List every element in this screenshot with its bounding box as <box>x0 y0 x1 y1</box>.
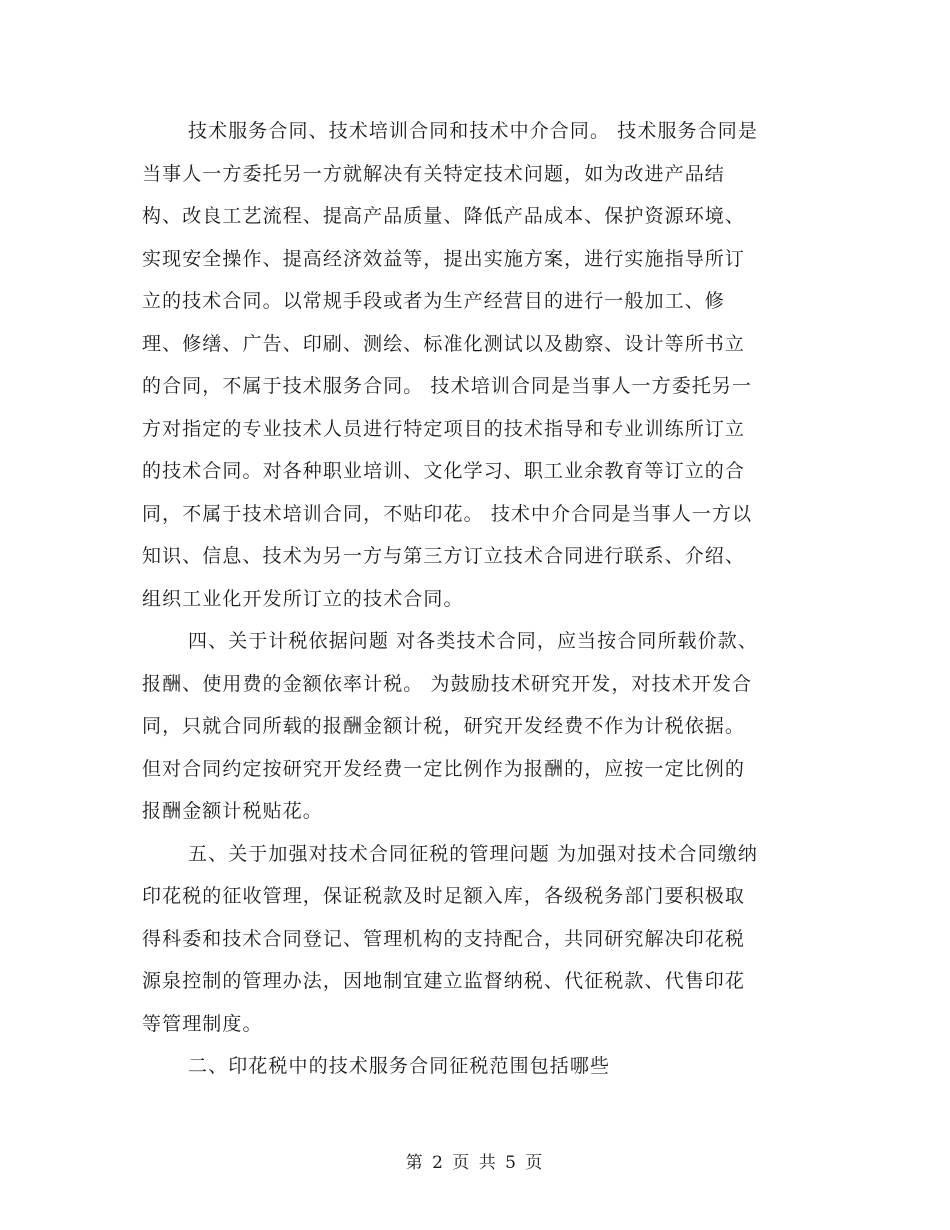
document-body <box>142 110 814 1088</box>
text-line: 实现安全操作、提高经济效益等，提出实施方案，进行实施指导所订 <box>142 247 746 270</box>
text-line: 五、关于加强对技术合同征税的管理问题 为加强对技术合同缴纳 <box>188 842 758 865</box>
text-line: 构、改良工艺流程、提高产品质量、降低产品成本、保护资源环境、 <box>142 205 746 227</box>
text-line: 等管理制度。 <box>142 1012 263 1035</box>
text-line: 报酬、使用费的金额依率计税。 为鼓励技术研究开发，对技术开发合 <box>142 672 753 695</box>
text-line: 的技术合同。对各种职业培训、文化学习、职工业余教育等订立的合 <box>142 460 746 482</box>
text-line: 当事人一方委托另一方就解决有关特定技术问题，如为改进产品结 <box>142 162 725 185</box>
text-line: 得科委和技术合同登记、管理机构的支持配合，共同研究解决印花税 <box>142 927 746 950</box>
text-line: 方对指定的专业技术人员进行特定项目的技术指导和专业训练所订立 <box>142 417 746 440</box>
text-line: 四、关于计税依据问题 对各类技术合同，应当按合同所载价款、 <box>188 630 758 652</box>
text-line: 但对合同约定按研究开发经费一定比例作为报酬的，应按一定比例的 <box>142 757 746 780</box>
text-line: 理、修缮、广告、印刷、测绘、标准化测试以及勘察、设计等所书立 <box>142 332 746 355</box>
text-line: 组织工业化开发所订立的技术合同。 <box>142 587 464 610</box>
text-line: 技术服务合同、技术培训合同和技术中介合同。 技术服务合同是 <box>188 120 758 142</box>
text-line: 报酬金额计税贴花。 <box>142 800 323 822</box>
text-line: 同，只就合同所载的报酬金额计税，研究开发经费不作为计税依据。 <box>142 715 746 737</box>
page-number: 第 2 页 共 5 页 <box>405 1153 545 1173</box>
text-line: 的合同，不属于技术服务合同。 技术培训合同是当事人一方委托另一 <box>142 375 753 397</box>
text-line: 二、印花税中的技术服务合同征税范围包括哪些 <box>188 1055 611 1077</box>
text-line: 知识、信息、技术为另一方与第三方订立技术合同进行联系、介绍、 <box>142 545 746 567</box>
text-line: 同，不属于技术培训合同，不贴印花。 技术中介合同是当事人一方以 <box>142 502 753 525</box>
text-line: 源泉控制的管理办法，因地制宜建立监督纳税、代征税款、代售印花 <box>142 970 746 992</box>
text-line: 印花税的征收管理，保证税款及时足额入库，各级税务部门要积极取 <box>142 885 746 907</box>
text-line: 立的技术合同。以常规手段或者为生产经营目的进行一般加工、修 <box>142 290 725 312</box>
